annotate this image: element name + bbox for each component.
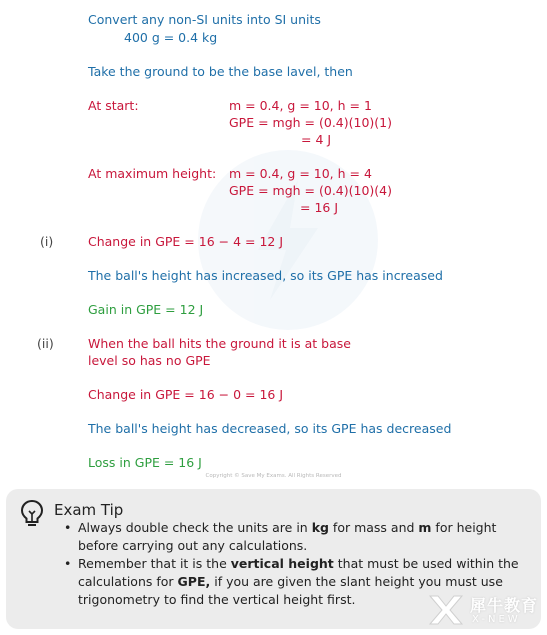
height-increased-line: The ball's height has increased, so its GPE has increased (88, 268, 443, 283)
xnew-logo-icon (426, 592, 466, 628)
max-height-result: = 16 J (300, 200, 339, 215)
hits-ground-line-1: When the ball hits the ground it is at base (88, 336, 351, 351)
lightbulb-icon (20, 499, 44, 529)
hits-ground-line-2: level so has no GPE (88, 353, 211, 368)
part-i-label: (i) (40, 234, 54, 249)
brand-english-name: X-NEW (472, 614, 521, 625)
at-start-result: = 4 J (301, 132, 332, 147)
height-decreased-line: The ball's height has decreased, so its GPE has decreased (88, 421, 452, 436)
copyright-notice: Copyright © Save My Exams. All Rights Reserved (205, 473, 342, 479)
mass-conversion-line: 400 g = 0.4 kg (124, 30, 218, 45)
max-height-label: At maximum height: (88, 166, 217, 181)
brand-watermark (426, 590, 544, 632)
change-gpe-i: Change in GPE = 16 − 4 = 12 J (88, 234, 284, 249)
ground-base-level-line: Take the ground to be the base lavel, then (88, 64, 353, 79)
loss-gpe-line: Loss in GPE = 16 J (88, 455, 202, 470)
gain-gpe-line: Gain in GPE = 12 J (88, 302, 204, 317)
at-start-values: m = 0.4, g = 10, h = 1 (229, 98, 372, 113)
exam-tip-bullet-1: • Always double check the units are in kg for mass and m for height before carrying out any calculations. (56, 519, 526, 555)
max-height-values: m = 0.4, g = 10, h = 4 (229, 166, 372, 181)
convert-units-line: Convert any non-SI units into SI units (88, 12, 321, 27)
at-start-gpe: GPE = mgh = (0.4)(10)(1) (229, 115, 392, 130)
change-gpe-ii: Change in GPE = 16 − 0 = 16 J (88, 387, 284, 402)
exam-tip-title: Exam Tip (54, 501, 124, 519)
brand-chinese-name: 犀牛教育 (470, 596, 539, 615)
exam-tip-bullet-2: • Remember that it is the vertical height that must be used within the calculations for GPE, if you are given the slant height you must use trigonometry to find the vertical height first. (56, 555, 526, 609)
part-ii-label: (ii) (37, 336, 54, 351)
at-start-label: At start: (88, 98, 139, 113)
max-height-gpe: GPE = mgh = (0.4)(10)(4) (229, 183, 392, 198)
